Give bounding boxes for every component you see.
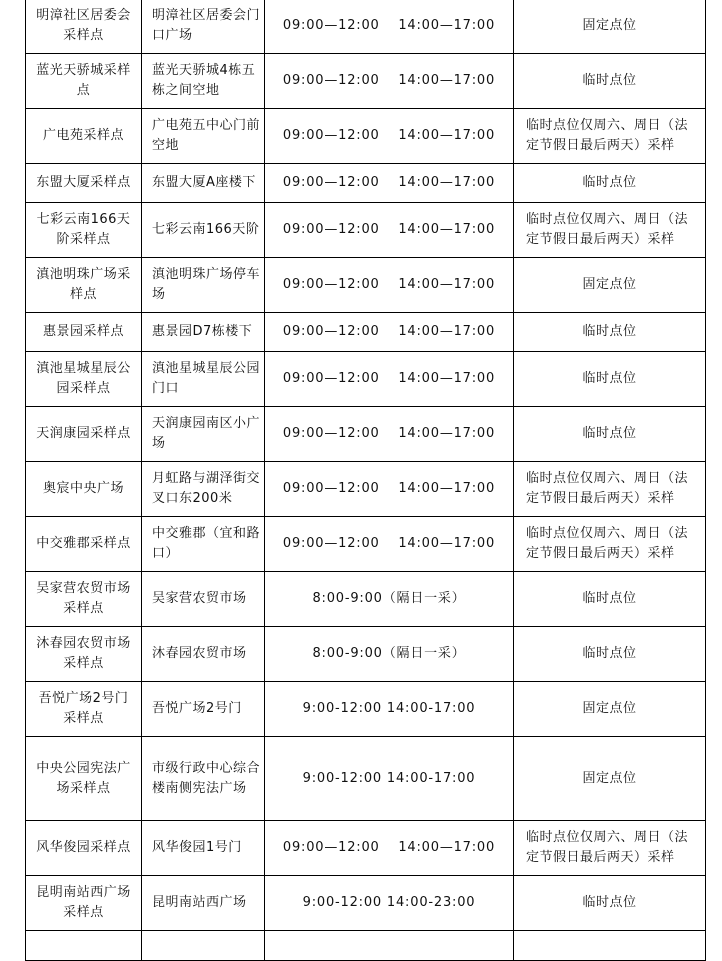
cell-place: 滇池星城星辰公园门口 — [142, 352, 265, 407]
cell-place: 蓝光天骄城4栋五栋之间空地 — [142, 54, 265, 109]
cell-place: 明漳社区居委会门口广场 — [142, 0, 265, 54]
cell-time — [265, 931, 514, 961]
table-row — [26, 352, 706, 407]
cell-time: 09:00—12:00 14:00—17:00 — [265, 54, 514, 109]
table-row — [26, 407, 706, 462]
cell-name: 昆明南站西广场采样点 — [26, 876, 142, 931]
cell-name: 沐春园农贸市场采样点 — [26, 627, 142, 682]
cell-type: 临时点位 — [514, 352, 706, 407]
cell-time: 8:00-9:00（隔日一采） — [265, 627, 514, 682]
cell-name: 天润康园采样点 — [26, 407, 142, 462]
cell-time: 09:00—12:00 14:00—17:00 — [265, 462, 514, 517]
cell-place: 七彩云南166天阶 — [142, 203, 265, 258]
cell-place: 昆明南站西广场 — [142, 876, 265, 931]
cell-time: 09:00—12:00 14:00—17:00 — [265, 821, 514, 876]
cell-type: 临时点位 — [514, 407, 706, 462]
table-row — [26, 876, 706, 931]
table-row — [26, 203, 706, 258]
table-row — [26, 462, 706, 517]
cell-name: 七彩云南166天阶采样点 — [26, 203, 142, 258]
cell-time: 09:00—12:00 14:00—17:00 — [265, 164, 514, 203]
cell-name — [26, 931, 142, 961]
cell-time: 9:00-12:00 14:00-17:00 — [265, 682, 514, 737]
cell-place: 风华俊园1号门 — [142, 821, 265, 876]
cell-name: 吾悦广场2号门采样点 — [26, 682, 142, 737]
cell-type: 固定点位 — [514, 0, 706, 54]
cell-time: 9:00-12:00 14:00-23:00 — [265, 876, 514, 931]
cell-name: 中交雅郡采样点 — [26, 517, 142, 572]
cell-type: 临时点位仅周六、周日（法定节假日最后两天）采样 — [514, 462, 706, 517]
cell-name: 中央公园宪法广场采样点 — [26, 737, 142, 821]
cell-time: 09:00—12:00 14:00—17:00 — [265, 313, 514, 352]
cell-place: 天润康园南区小广场 — [142, 407, 265, 462]
cell-type: 临时点位仅周六、周日（法定节假日最后两天）采样 — [514, 109, 706, 164]
table-row — [26, 517, 706, 572]
cell-time: 09:00—12:00 14:00—17:00 — [265, 0, 514, 54]
cell-name: 惠景园采样点 — [26, 313, 142, 352]
cell-time: 09:00—12:00 14:00—17:00 — [265, 258, 514, 313]
cell-type: 临时点位仅周六、周日（法定节假日最后两天）采样 — [514, 517, 706, 572]
table-row — [26, 572, 706, 627]
table-row — [26, 54, 706, 109]
table-row — [26, 164, 706, 203]
cell-place — [142, 931, 265, 961]
cell-time: 09:00—12:00 14:00—17:00 — [265, 352, 514, 407]
table-row — [26, 313, 706, 352]
table-row — [26, 109, 706, 164]
cell-place: 东盟大厦A座楼下 — [142, 164, 265, 203]
cell-time: 09:00—12:00 14:00—17:00 — [265, 203, 514, 258]
cell-place: 市级行政中心综合楼南侧宪法广场 — [142, 737, 265, 821]
cell-name: 蓝光天骄城采样点 — [26, 54, 142, 109]
sampling-sites-table — [25, 0, 706, 961]
cell-place: 广电苑五中心门前空地 — [142, 109, 265, 164]
cell-place: 吾悦广场2号门 — [142, 682, 265, 737]
cell-time: 9:00-12:00 14:00-17:00 — [265, 737, 514, 821]
cell-name: 广电苑采样点 — [26, 109, 142, 164]
table-row-partial — [26, 931, 706, 961]
table-body — [26, 0, 706, 961]
cell-time: 09:00—12:00 14:00—17:00 — [265, 517, 514, 572]
cell-name: 东盟大厦采样点 — [26, 164, 142, 203]
cell-type: 临时点位仅周六、周日（法定节假日最后两天）采样 — [514, 821, 706, 876]
cell-name: 滇池星城星辰公园采样点 — [26, 352, 142, 407]
cell-type: 临时点位 — [514, 876, 706, 931]
cell-place: 中交雅郡（宜和路口） — [142, 517, 265, 572]
cell-time: 09:00—12:00 14:00—17:00 — [265, 109, 514, 164]
cell-type: 临时点位 — [514, 572, 706, 627]
table-row — [26, 821, 706, 876]
cell-type: 临时点位 — [514, 313, 706, 352]
cell-type: 固定点位 — [514, 258, 706, 313]
table-row — [26, 0, 706, 54]
cell-place: 吴家营农贸市场 — [142, 572, 265, 627]
cell-type — [514, 931, 706, 961]
cell-name: 风华俊园采样点 — [26, 821, 142, 876]
cell-type: 固定点位 — [514, 682, 706, 737]
table-row — [26, 258, 706, 313]
table-row — [26, 627, 706, 682]
cell-time: 09:00—12:00 14:00—17:00 — [265, 407, 514, 462]
cell-place: 沐春园农贸市场 — [142, 627, 265, 682]
cell-type: 临时点位 — [514, 54, 706, 109]
sampling-sites-table-container — [25, 0, 706, 961]
cell-name: 奥宸中央广场 — [26, 462, 142, 517]
cell-place: 月虹路与湖泽街交叉口东200米 — [142, 462, 265, 517]
cell-type: 临时点位 — [514, 164, 706, 203]
cell-place: 滇池明珠广场停车场 — [142, 258, 265, 313]
cell-type: 固定点位 — [514, 737, 706, 821]
cell-name: 明漳社区居委会采样点 — [26, 0, 142, 54]
cell-name: 吴家营农贸市场采样点 — [26, 572, 142, 627]
table-row — [26, 737, 706, 821]
cell-type: 临时点位 — [514, 627, 706, 682]
table-row — [26, 682, 706, 737]
cell-time: 8:00-9:00（隔日一采） — [265, 572, 514, 627]
cell-place: 惠景园D7栋楼下 — [142, 313, 265, 352]
cell-name: 滇池明珠广场采样点 — [26, 258, 142, 313]
cell-type: 临时点位仅周六、周日（法定节假日最后两天）采样 — [514, 203, 706, 258]
